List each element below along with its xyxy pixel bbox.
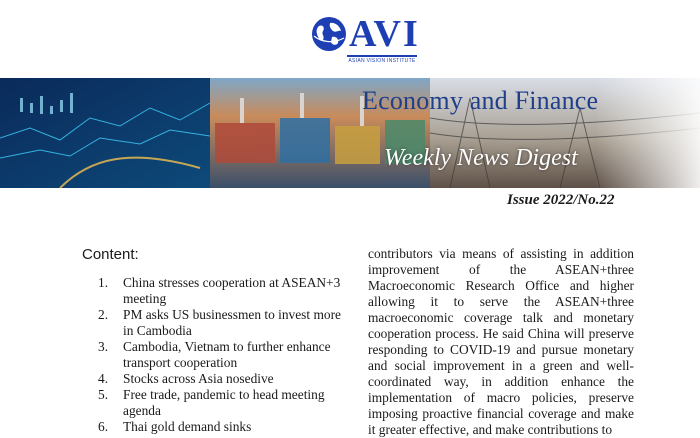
logo-subtitle: ASIAN VISION INSTITUTE: [348, 58, 416, 64]
logo-rule: [347, 55, 417, 57]
toc-item[interactable]: [98, 387, 343, 419]
toc-title: PM asks US businessmen to invest more in Cambodia: [123, 307, 341, 338]
toc-item[interactable]: [98, 275, 343, 307]
toc-title: China stresses cooperation at ASEAN+3 meeting: [123, 275, 341, 306]
toc-title: Stocks across Asia nosedive: [123, 371, 274, 386]
toc-item[interactable]: [98, 307, 343, 339]
toc-item[interactable]: [98, 339, 343, 371]
toc-number: 6.: [98, 419, 109, 434]
toc-number: 4.: [98, 371, 109, 386]
table-of-contents: [98, 275, 343, 435]
toc-item[interactable]: [98, 371, 343, 387]
issue-number: Issue 2022/No.22: [507, 192, 615, 208]
globe-icon: [311, 16, 347, 52]
toc-title: Cambodia, Vietnam to further enhance transport cooperation: [123, 339, 331, 370]
toc-number: 5.: [98, 387, 109, 402]
toc-item[interactable]: [98, 419, 343, 435]
content-heading: Content:: [82, 246, 139, 263]
toc-number: 3.: [98, 339, 109, 354]
toc-number: 1.: [98, 275, 109, 290]
banner-subtitle: Weekly News Digest: [384, 145, 578, 171]
toc-number: 2.: [98, 307, 109, 322]
banner-title: Economy and Finance: [362, 86, 599, 115]
avi-logo: [311, 13, 420, 66]
toc-title: Thai gold demand sinks: [123, 419, 252, 434]
article-body: contributors via means of assisting in addition improvement of the ASEAN+three Macroeconomic Research Office and higher allowing it to serve the ASEAN+three macroeconomic coverage talk and monetary cooperation process. He said China will preserve responding to COVID-19 and pursue monetary and social improvement in a green and well-coordinated way, in addition enhance the implementation of macro policies, preserve imposing proactive financial coverage and make it greater effective, and make contributions to: [368, 246, 634, 437]
toc-title: Free trade, pandemic to head meeting agenda: [123, 387, 325, 418]
logo-wordmark: AVI: [349, 13, 420, 55]
